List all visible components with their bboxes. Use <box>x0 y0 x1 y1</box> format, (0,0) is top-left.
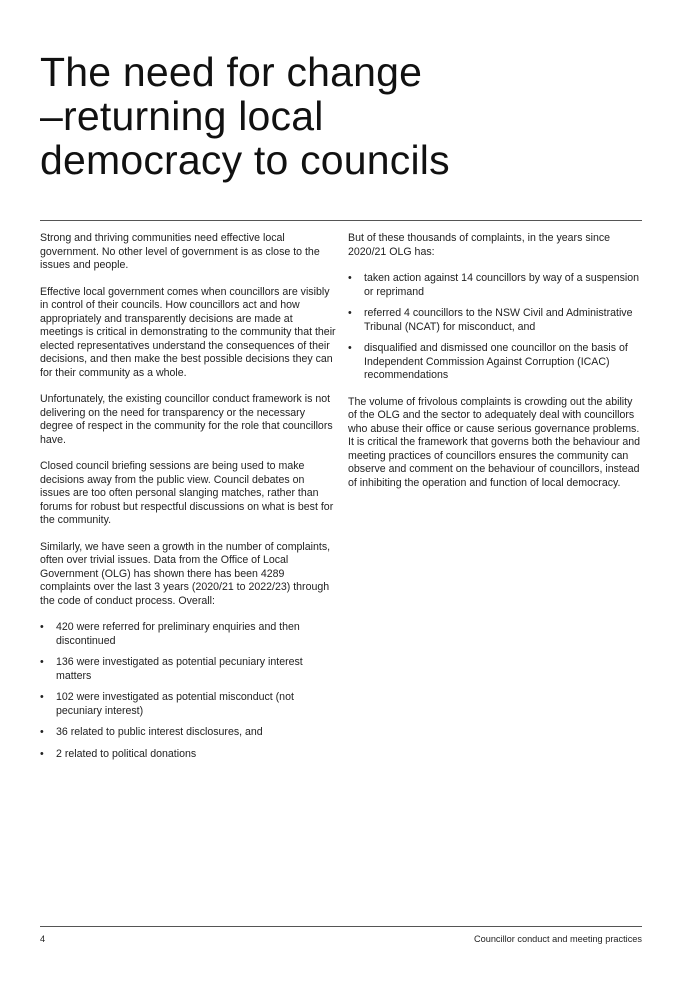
paragraph: Closed council briefing sessions are being used to make decisions away from the public view. Council debates on issues are too often personal slanging matches, rather than forums for robust but respectful discussions on what is best for the community. <box>40 460 334 526</box>
list-item: • 102 were investigated as potential misconduct (not pecuniary interest) <box>40 691 336 718</box>
page-title-line-1: The need for change <box>40 49 423 95</box>
olg-actions-list <box>348 272 644 383</box>
page-title-line-3: democracy to councils <box>40 137 450 183</box>
footer-doc-title: Councillor conduct and meeting practices <box>473 934 642 944</box>
list-item: • taken action against 14 councillors by way of a suspension or reprimand <box>348 272 644 299</box>
list-item: • 136 were investigated as potential pecuniary interest matters <box>40 656 336 683</box>
title-divider <box>40 220 642 221</box>
paragraph: Unfortunately, the existing councillor conduct framework is not delivering on the need for transparency or the necessary degree of respect in the community for the role that councillors have. <box>40 393 333 446</box>
paragraph: The volume of frivolous complaints is crowding out the ability of the OLG and the sector to adequately deal with councillors who abuse their office or cause serious governance problems. It is critical the framework that governs both the behaviour and meeting practices of councillors ensures the community can observe and comment on the behaviour of councillors, instead of inhibiting the operation and function of local democracy. <box>348 395 641 489</box>
page-title <box>40 50 640 182</box>
paragraph: Similarly, we have seen a growth in the number of complaints, often over trivial issues. Data from the Office of Local Government (OLG) has shown there has been 4289 complaints over the last 3 years (2020/21 to 2022/23) through the code of conduct process. Overall: <box>40 540 331 607</box>
list-item: • 2 related to political donations <box>40 748 336 762</box>
page-title-line-2: –returning local <box>40 93 324 139</box>
footer-divider <box>40 926 642 927</box>
complaints-breakdown-list <box>40 621 336 761</box>
paragraph: But of these thousands of complaints, in the years since 2020/21 OLG has: <box>348 232 611 258</box>
list-item: • 36 related to public interest disclosures, and <box>40 726 336 740</box>
left-column <box>40 232 336 774</box>
list-item: • 420 were referred for preliminary enquiries and then discontinued <box>40 621 336 648</box>
right-column <box>348 232 644 503</box>
page-number: 4 <box>40 934 46 944</box>
paragraph: Effective local government comes when councillors are visibly in control of their councils. How councillors act and how appropriately and transparently decisions are made at meetings is critical in demonstrating to the community that their elected representatives understand the consequences of their decisions, and then make the best possible decisions they can for their community as a whole. <box>40 285 336 379</box>
list-item: • referred 4 councillors to the NSW Civil and Administrative Tribunal (NCAT) for misconduct, and <box>348 307 644 334</box>
list-item: • disqualified and dismissed one councillor on the basis of Independent Commission Against Corruption (ICAC) recommendations <box>348 342 644 383</box>
paragraph: Strong and thriving communities need effective local government. No other level of government is as close to the issues and people. <box>40 232 320 271</box>
